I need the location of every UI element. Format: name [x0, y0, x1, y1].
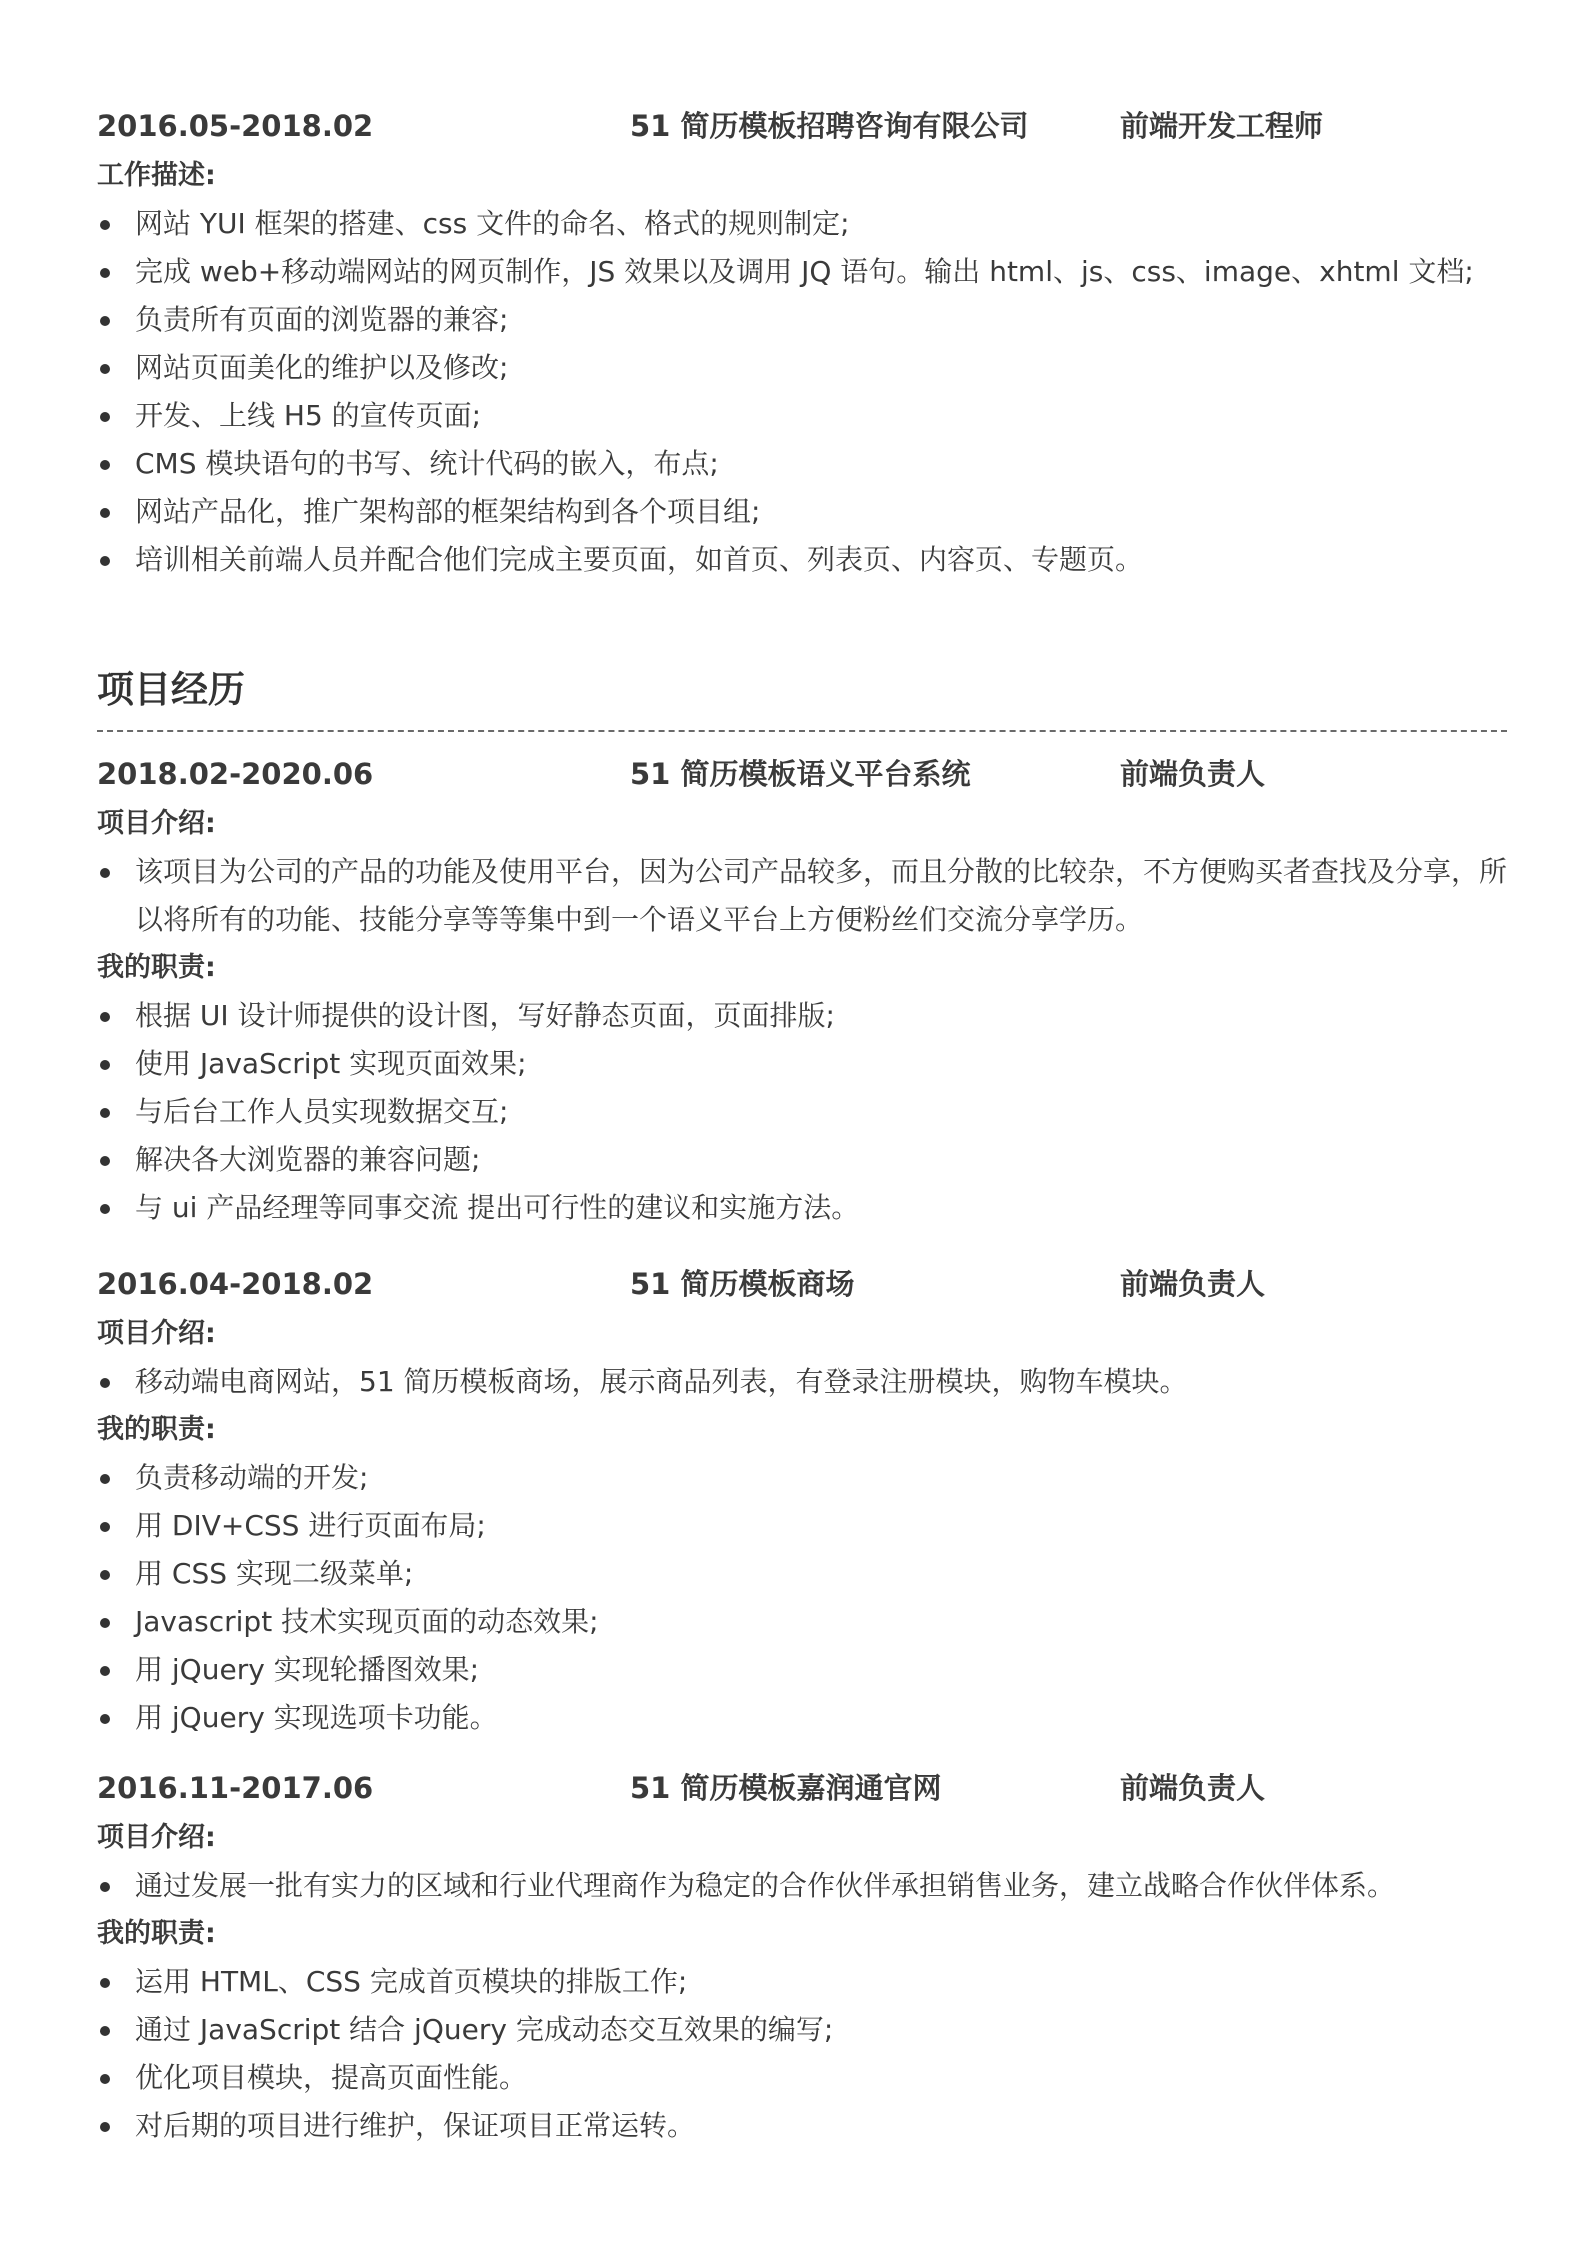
list-item: 与 ui 产品经理等同事交流 提出可行性的建议和实施方法。 [97, 1184, 1507, 1232]
project-intro-list [97, 1862, 1507, 1910]
projects-section-header [97, 660, 1507, 732]
list-item: 解决各大浏览器的兼容问题; [97, 1136, 1507, 1184]
project-header [97, 1766, 1507, 1814]
list-item: 网站页面美化的维护以及修改; [97, 344, 1507, 392]
project-intro-label: 项目介绍: [97, 1822, 216, 1853]
list-item: 运用 HTML、CSS 完成首页模块的排版工作; [97, 1958, 1507, 2006]
list-item: 优化项目模块，提高页面性能。 [97, 2054, 1507, 2102]
project-duty-list [97, 992, 1507, 1232]
list-item: 移动端电商网站，51 简历模板商场，展示商品列表，有登录注册模块，购物车模块。 [97, 1358, 1507, 1406]
project-role: 前端负责人 [1120, 1267, 1266, 1301]
list-item: 网站产品化，推广架构部的框架结构到各个项目组; [97, 488, 1507, 536]
work-entry [97, 104, 1507, 584]
list-item: 用 jQuery 实现选项卡功能。 [97, 1694, 1507, 1742]
work-header [97, 104, 1507, 152]
list-item: 该项目为公司的产品的功能及使用平台，因为公司产品较多，而且分散的比较杂，不方便购买者查找及分享，所以将所有的功能、技能分享等等集中到一个语义平台上方便粉丝们交流分享学历。 [97, 848, 1507, 944]
project-name: 51 简历模板语义平台系统 [630, 757, 971, 791]
project-entry [97, 1766, 1507, 2150]
project-header [97, 1262, 1507, 1310]
list-item: 与后台工作人员实现数据交互; [97, 1088, 1507, 1136]
list-item: 通过 JavaScript 结合 jQuery 完成动态交互效果的编写; [97, 2006, 1507, 2054]
list-item: Javascript 技术实现页面的动态效果; [97, 1598, 1507, 1646]
work-desc-label: 工作描述: [97, 160, 216, 191]
project-duty-label: 我的职责: [97, 1918, 216, 1949]
project-date: 2016.11-2017.06 [97, 1771, 374, 1805]
list-item: 开发、上线 H5 的宣传页面; [97, 392, 1507, 440]
project-intro-list [97, 848, 1507, 944]
project-date: 2018.02-2020.06 [97, 757, 374, 791]
project-entry [97, 1262, 1507, 1742]
project-name: 51 简历模板嘉润通官网 [630, 1771, 942, 1805]
list-item: 完成 web+移动端网站的网页制作，JS 效果以及调用 JQ 语句。输出 html、js、css、image、xhtml 文档; [97, 248, 1507, 296]
project-name: 51 简历模板商场 [630, 1267, 855, 1301]
work-desc-list [97, 200, 1507, 584]
list-item: 使用 JavaScript 实现页面效果; [97, 1040, 1507, 1088]
list-item: 用 CSS 实现二级菜单; [97, 1550, 1507, 1598]
list-item: 通过发展一批有实力的区域和行业代理商作为稳定的合作伙伴承担销售业务，建立战略合作伙伴体系。 [97, 1862, 1507, 1910]
work-company: 51 简历模板招聘咨询有限公司 [630, 109, 1029, 143]
list-item: 网站 YUI 框架的搭建、css 文件的命名、格式的规则制定; [97, 200, 1507, 248]
project-intro-list [97, 1358, 1507, 1406]
project-duty-label: 我的职责: [97, 952, 216, 983]
project-duty-list [97, 1454, 1507, 1742]
project-entry [97, 752, 1507, 1232]
work-role: 前端开发工程师 [1120, 109, 1324, 143]
list-item: 对后期的项目进行维护，保证项目正常运转。 [97, 2102, 1507, 2150]
project-intro-label: 项目介绍: [97, 808, 216, 839]
project-role: 前端负责人 [1120, 757, 1266, 791]
list-item: CMS 模块语句的书写、统计代码的嵌入，布点; [97, 440, 1507, 488]
list-item: 培训相关前端人员并配合他们完成主要页面，如首页、列表页、内容页、专题页。 [97, 536, 1507, 584]
list-item: 负责所有页面的浏览器的兼容; [97, 296, 1507, 344]
project-duty-label: 我的职责: [97, 1414, 216, 1445]
section-title: 项目经历 [97, 668, 245, 711]
list-item: 根据 UI 设计师提供的设计图，写好静态页面，页面排版; [97, 992, 1507, 1040]
list-item: 用 DIV+CSS 进行页面布局; [97, 1502, 1507, 1550]
section-divider [97, 730, 1507, 732]
project-role: 前端负责人 [1120, 1771, 1266, 1805]
list-item: 负责移动端的开发; [97, 1454, 1507, 1502]
list-item: 用 jQuery 实现轮播图效果; [97, 1646, 1507, 1694]
project-duty-list [97, 1958, 1507, 2150]
project-date: 2016.04-2018.02 [97, 1267, 374, 1301]
project-header [97, 752, 1507, 800]
project-intro-label: 项目介绍: [97, 1318, 216, 1349]
work-date: 2016.05-2018.02 [97, 109, 374, 143]
